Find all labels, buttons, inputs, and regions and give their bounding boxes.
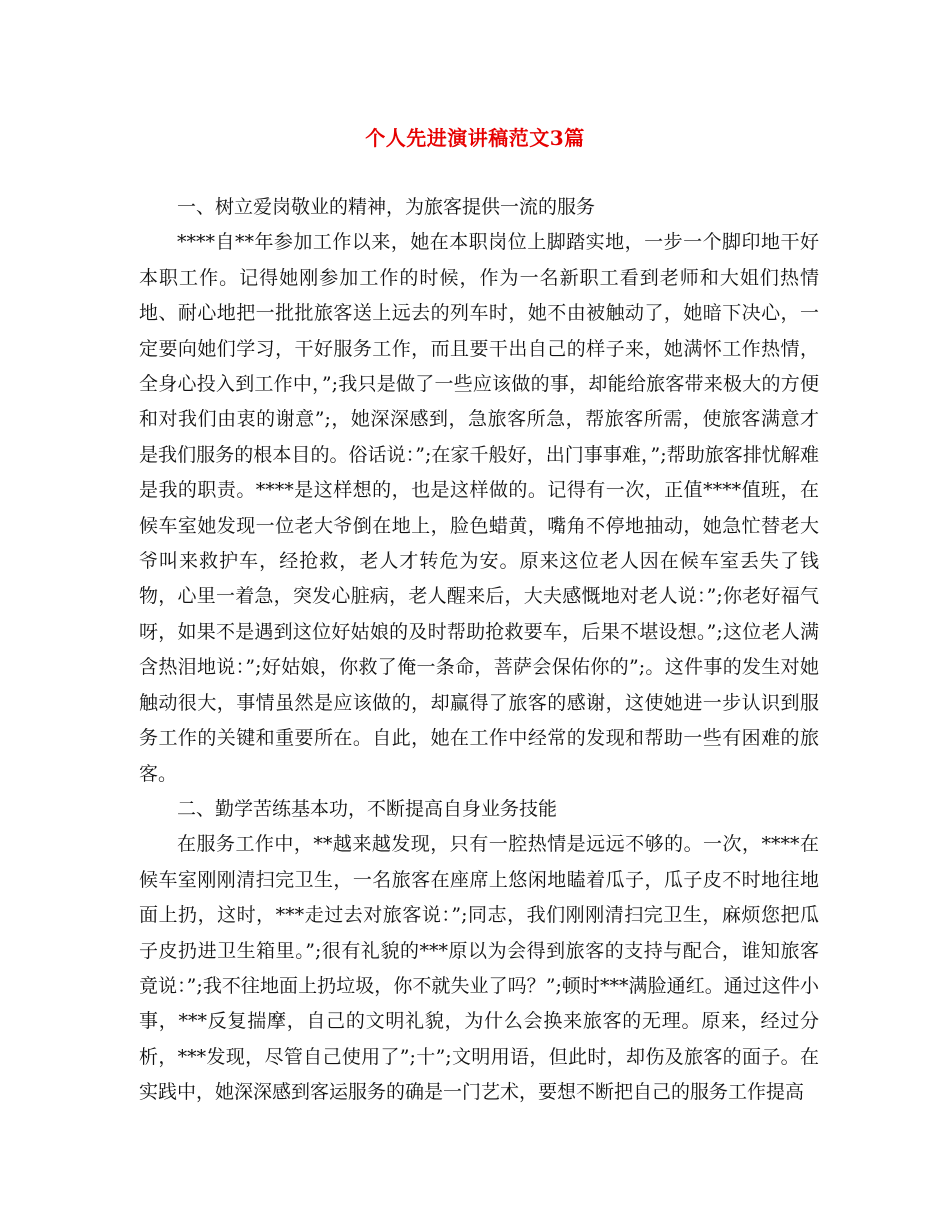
section-heading-2: 二、勤学苦练基本功，不断提高自身业务技能 (177, 797, 558, 820)
paragraph-2: 在服务工作中，**越来越发现，只有一腔热情是远远不够的。一次，****在候车室刚刚清扫完卫生，一名旅客在座席上悠闲地瞌着瓜子，瓜子皮不时地往地面上扔，这时，***走过去对旅客说：”;同志，我们刚刚清扫完卫生，麻烦您把瓜子皮扔进卫生箱里。”;很有礼貌的***原以为会得到旅客的支持与配合，谁知旅客竟说：”;我不往地面上扔垃圾，你不就失业了吗？”;顿时***满脸通红。通过这件小事，***反复揣摩，自己的文明礼貌，为什么会换来旅客的无理。原来，经过分析，***发现，尽管自己使用了”;十”;文明用语，但此时，却伤及旅客的面子。在实践中，她深深感到客运服务的确是一门艺术，要想不断把自己的服务工作提高 (139, 833, 819, 1104)
section-heading-1: 一、树立爱岗敬业的精神，为旅客提供一流的服务 (177, 196, 596, 218)
document-title: 个人先进演讲稿范文3篇 (365, 126, 585, 150)
document-body (139, 190, 819, 1111)
paragraph-1: ****自**年参加工作以来，她在本职岗位上脚踏实地，一步一个脚印地干好本职工作。记得她刚参加工作的时候，作为一名新职工看到老师和大姐们热情地、耐心地把一批批旅客送上远去的列车时，她不由被触动了，她暗下决心，一定要向她们学习，干好服务工作，而且要干出自己的样子来，她满怀工作热情，全身心投入到工作中，”;我只是做了一些应该做的事，却能给旅客带来极大的方便和对我们由衷的谢意”;，她深深感到，急旅客所急，帮旅客所需，使旅客满意才是我们服务的根本目的。俗话说：”;在家千般好，出门事事难，”;帮助旅客排忧解难是我的职责。****是这样想的，也是这样做的。记得有一次，正值****值班，在候车室她发现一位老大爷倒在地上，脸色蜡黄，嘴角不停地抽动，她急忙替老大爷叫来救护车，经抢救，老人才转危为安。原来这位老人因在候车室丢失了钱物，心里一着急，突发心脏病，老人醒来后，大夫感慨地对老人说：”;你老好福气呀，如果不是遇到这位好姑娘的及时帮助抢救要车，后果不堪设想。”;这位老人满含热泪地说：”;好姑娘，你救了俺一条命，菩萨会保佑你的”;。这件事的发生对她触动很大，事情虽然是应该做的，却赢得了旅客的感谢，这使她进一步认识到服务工作的关键和重要所在。自此，她在工作中经常的发现和帮助一些有困难的旅客。 (139, 231, 819, 785)
